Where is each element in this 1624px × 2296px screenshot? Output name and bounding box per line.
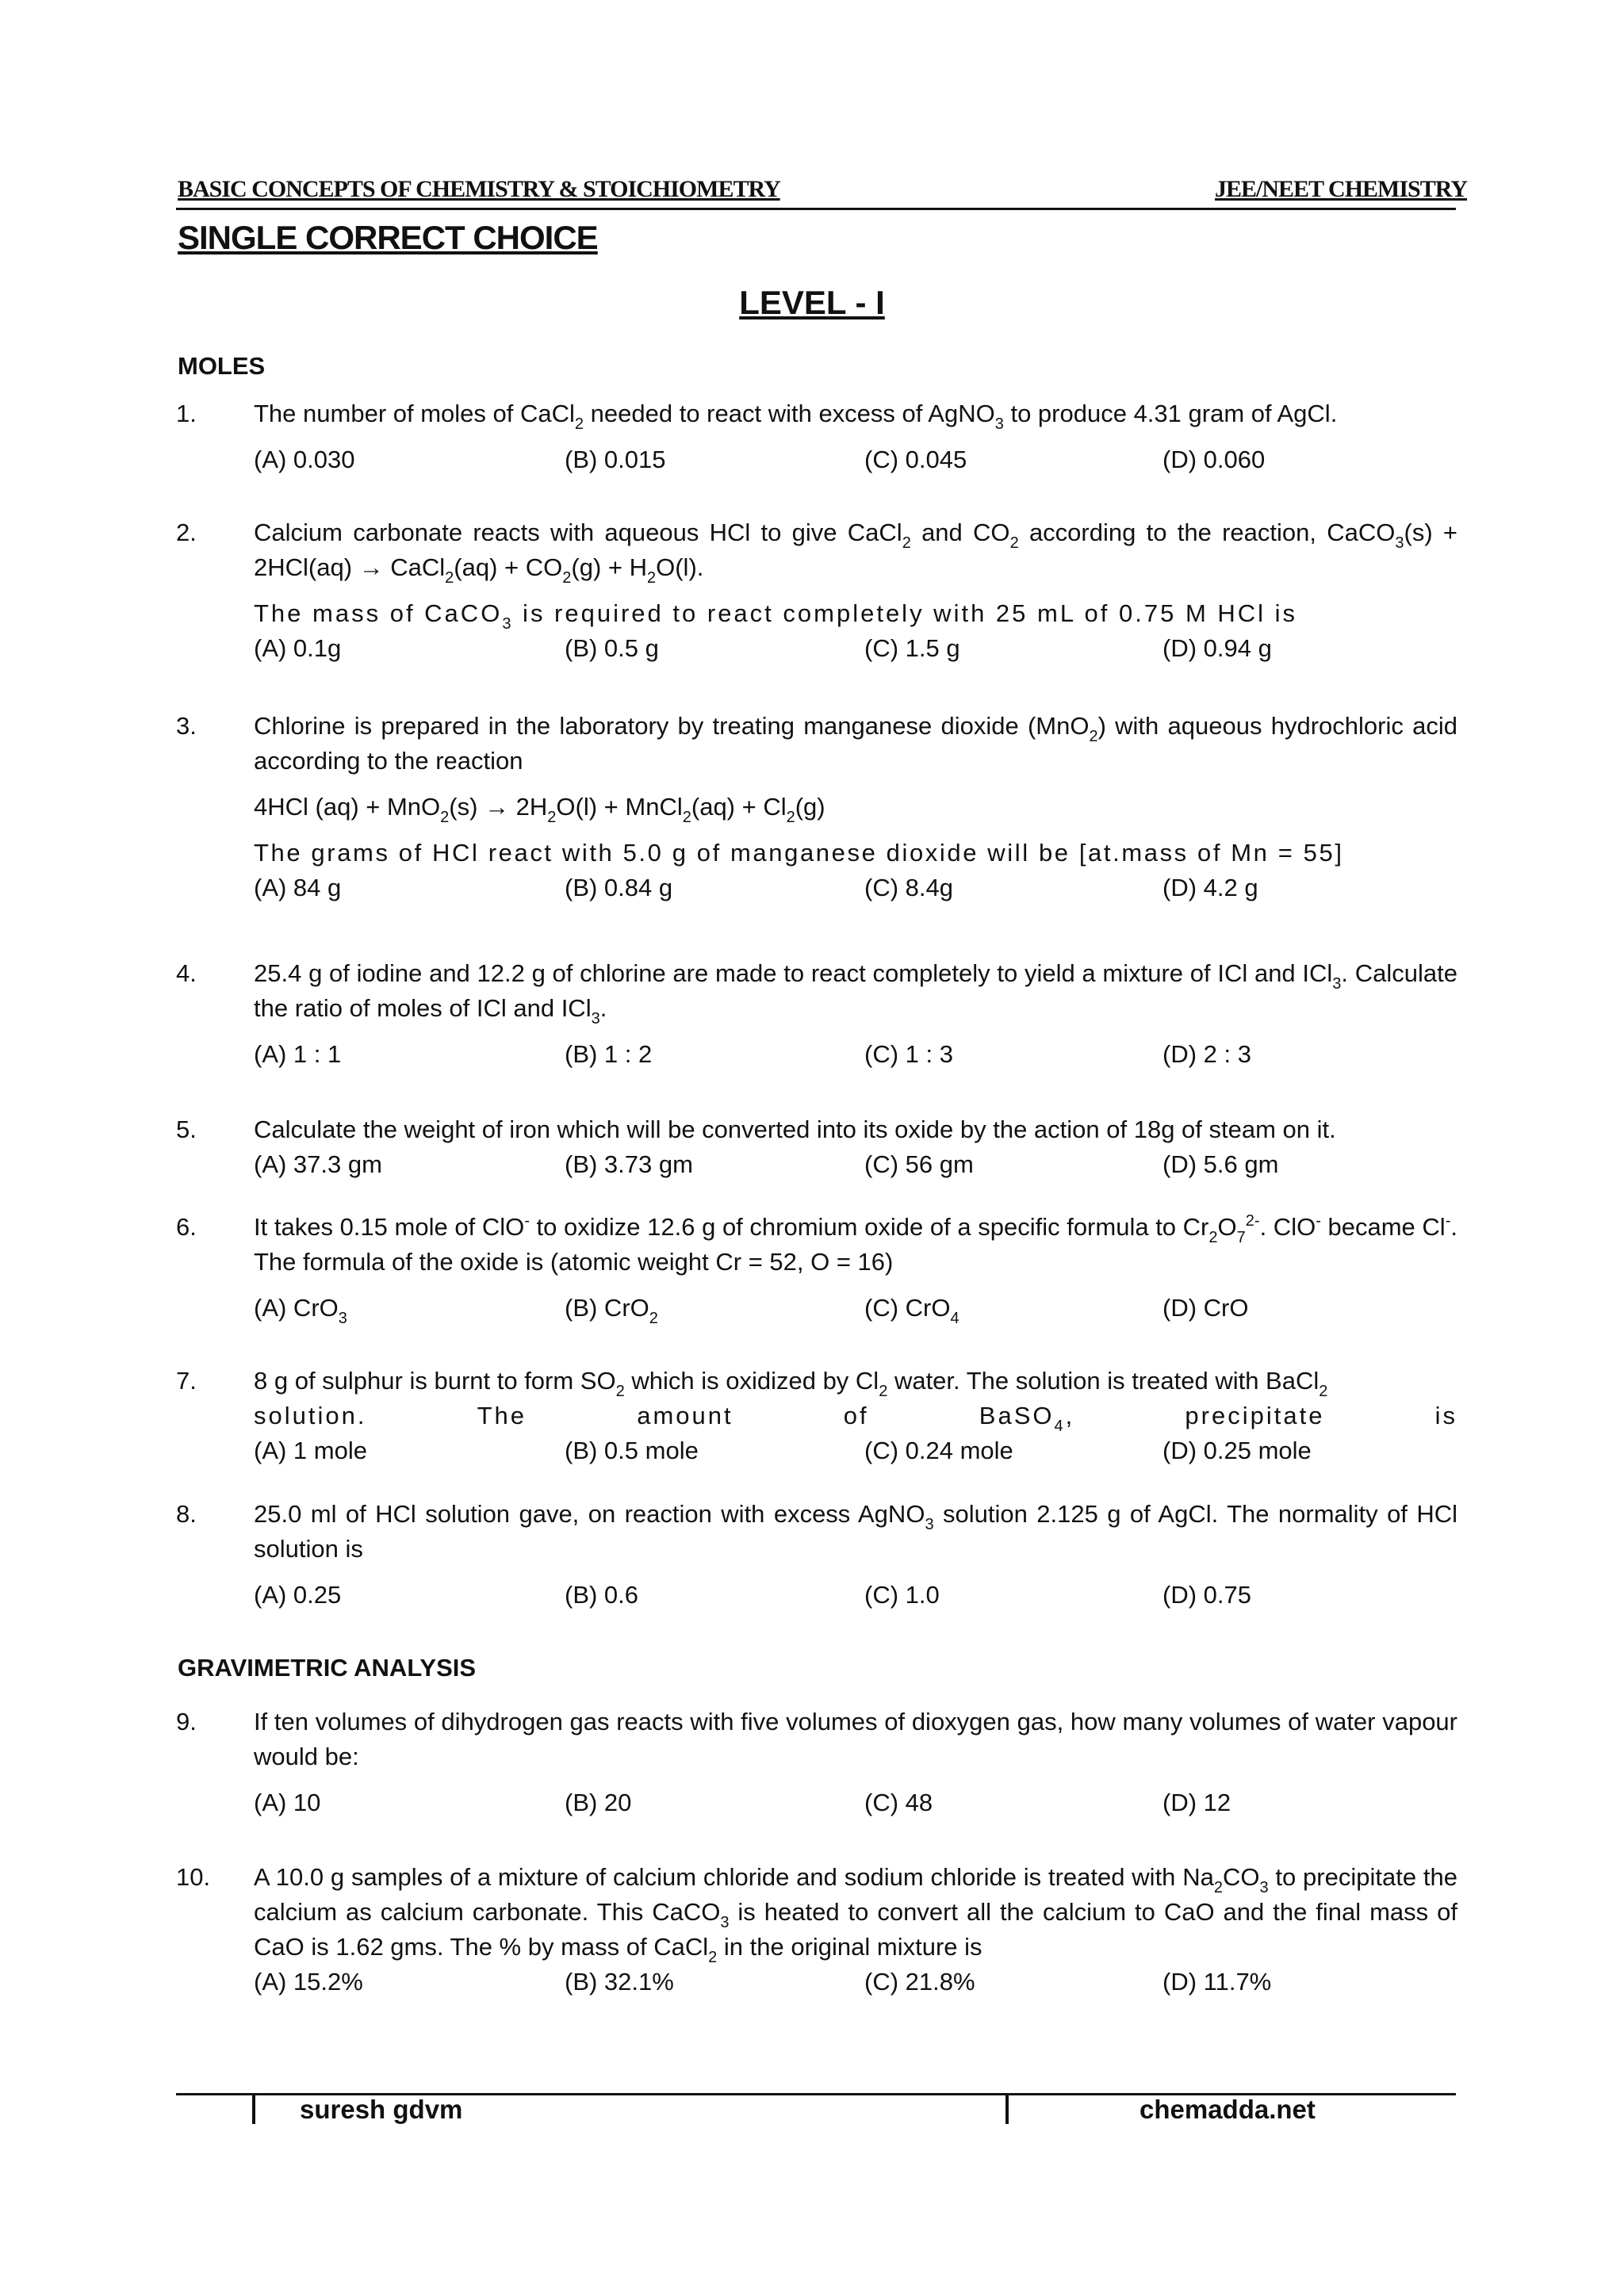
- option-b: (B) 0.5 mole: [565, 1437, 699, 1464]
- option-c: (C) 1.5 g: [864, 634, 960, 662]
- question-number: 8.: [176, 1500, 197, 1528]
- question-text: 8 g of sulphur is burnt to form $SO_2$ which is oxidized by $Cl_2$ water. The solution is treated with BaCl$_2$: [254, 1367, 1328, 1400]
- option-c: (C) 56 gm: [864, 1150, 974, 1178]
- option-c: (C) 1 : 3: [864, 1040, 953, 1068]
- section-title: SINGLE CORRECT CHOICE: [178, 219, 598, 256]
- answer-options: [254, 1433, 1457, 1468]
- question-number: 2.: [176, 519, 197, 546]
- footer-divider: [1005, 2095, 1009, 2124]
- question-number: 4.: [176, 959, 197, 987]
- option-c: (C) 0.045: [864, 446, 967, 473]
- question-text: 25.0 ml of HCl solution gave, on reaction with excess AgNO$_3$ solution 2.125 g of AgCl. The normality of HCl solution is: [254, 1500, 1457, 1563]
- answer-options: [254, 631, 1457, 666]
- question-2: [176, 515, 1457, 666]
- option-b: (B) 20: [565, 1789, 632, 1816]
- option-d: (D) 4.2 g: [1162, 874, 1258, 901]
- option-a: (A) 0.25: [254, 1581, 342, 1609]
- option-a: (A) CrO$_3$: [254, 1294, 347, 1327]
- question-number: 5.: [176, 1115, 197, 1143]
- option-d: (D) 0.060: [1162, 446, 1266, 473]
- option-b: (B) 1 : 2: [565, 1040, 653, 1068]
- option-d: (D) 0.94 g: [1162, 634, 1272, 662]
- option-b: (B) CrO$_2$: [565, 1294, 658, 1327]
- option-c: (C) 1.0: [864, 1581, 940, 1609]
- option-b: (B) 3.73 gm: [565, 1150, 693, 1178]
- subsection-gravimetric-analysis: GRAVIMETRIC ANALYSIS: [178, 1654, 477, 1682]
- option-d: (D) 2 : 3: [1162, 1040, 1251, 1068]
- option-a: (A) 37.3 gm: [254, 1150, 382, 1178]
- answer-options: [254, 1037, 1457, 1072]
- question-text: A 10.0 g samples of a mixture of calcium chloride and sodium chloride is treated with $Na_2CO_3$ to precipitate the calcium as calcium carbonate. This CaCO$_3$ is heated to convert all the calcium to CaO and the final mass of CaO is 1.62 gms. The % by mass of CaCl$_2$ in the original mixture is: [254, 1863, 1457, 1966]
- question-text: Chlorine is prepared in the laboratory by treating manganese dioxide (MnO$_2$) with aqueous hydrochloric acid according to the reaction: [254, 712, 1457, 775]
- question-prompt: The grams of HCl react with 5.0 g of manganese dioxide will be [at.mass of Mn = 55]: [254, 839, 1344, 867]
- question-8: [176, 1497, 1457, 1613]
- question-3: [176, 709, 1457, 905]
- option-c: (C) 21.8%: [864, 1968, 975, 1996]
- question-9: [176, 1705, 1457, 1820]
- answer-options: [254, 1147, 1457, 1182]
- question-number: 10.: [176, 1863, 211, 1891]
- option-c: (C) 8.4g: [864, 874, 953, 901]
- option-b: (B) 0.5 g: [565, 634, 659, 662]
- question-text-continued: solution. The amount of BaSO$_4$, precipitate is: [254, 1402, 1457, 1435]
- question-text: Calcium carbonate reacts with aqueous HCl to give CaCl$_2$ and $CO_2$ according to the reaction, CaCO$_3$(s) + 2HCl(aq) → CaCl$_2$(aq) + $CO_2(g) + H_2O(l)$.: [254, 519, 1458, 587]
- header-subject: JEE/NEET CHEMISTRY: [1215, 176, 1467, 202]
- question-10: [176, 1860, 1457, 1999]
- question-6: [176, 1210, 1457, 1326]
- option-d: (D) 12: [1162, 1789, 1231, 1816]
- answer-options: [254, 1578, 1457, 1613]
- reaction-arrow-icon: →: [485, 793, 510, 821]
- option-d: (D) CrO: [1162, 1294, 1249, 1322]
- option-a: (A) 0.030: [254, 446, 355, 473]
- option-b: (B) 32.1%: [565, 1968, 674, 1996]
- answer-options: [254, 1291, 1457, 1326]
- option-a: (A) 10: [254, 1789, 321, 1816]
- option-b: (B) 0.015: [565, 446, 666, 473]
- option-d: (D) 0.25 mole: [1162, 1437, 1312, 1464]
- option-d: (D) 11.7%: [1162, 1968, 1272, 1996]
- question-text: 25.4 g of iodine and 12.2 g of chlorine are made to react completely to yield a mixture of ICl and ICl$_3$. Calculate the ratio of moles of ICl and ICl$_3$.: [254, 959, 1457, 1027]
- option-c: (C) 48: [864, 1789, 933, 1816]
- option-c: (C) CrO$_4$: [864, 1294, 959, 1327]
- question-prompt: The mass of CaCO$_3$ is required to react completely with 25 mL of 0.75 M HCl is: [254, 599, 1298, 633]
- header-rule: [176, 208, 1456, 210]
- question-number: 3.: [176, 712, 197, 740]
- reaction-arrow-icon: →: [358, 553, 384, 581]
- question-number: 6.: [176, 1213, 197, 1241]
- answer-options: [254, 442, 1457, 477]
- option-d: (D) 0.75: [1162, 1581, 1251, 1609]
- question-number: 9.: [176, 1708, 197, 1735]
- question-text: Calculate the weight of iron which will be converted into its oxide by the action of 18g of steam on it.: [254, 1115, 1336, 1143]
- option-a: (A) 0.1g: [254, 634, 342, 662]
- question-4: [176, 956, 1457, 1072]
- subsection-moles: MOLES: [178, 352, 266, 380]
- option-d: (D) 5.6 gm: [1162, 1150, 1279, 1178]
- question-7: [176, 1364, 1457, 1468]
- footer-author: suresh gdvm: [300, 2095, 463, 2124]
- footer-divider: [252, 2095, 255, 2124]
- question-1: [176, 396, 1457, 477]
- option-a: (A) 84 g: [254, 874, 342, 901]
- answer-options: [254, 1785, 1457, 1820]
- option-a: (A) 15.2%: [254, 1968, 363, 1996]
- option-b: (B) 0.84 g: [565, 874, 673, 901]
- question-text: The number of moles of CaCl$_2$ needed to react with excess of AgNO$_3$ to produce 4.31 gram of AgCl.: [254, 400, 1338, 433]
- question-number: 7.: [176, 1367, 197, 1395]
- option-a: (A) 1 : 1: [254, 1040, 342, 1068]
- level-title: LEVEL - I: [739, 284, 885, 321]
- question-5: [176, 1112, 1457, 1182]
- question-text: It takes 0.15 mole of ClO- to oxidize 12.6 g of chromium oxide of a specific formula to $Cr_2O_7^{2-}$. ClO- became Cl-. The formula of the oxide is (atomic weight Cr = 52, O = 16): [254, 1212, 1457, 1276]
- footer-website: chemadda.net: [1139, 2095, 1316, 2124]
- option-c: (C) 0.24 mole: [864, 1437, 1013, 1464]
- question-number: 1.: [176, 400, 197, 427]
- header-chapter-title: BASIC CONCEPTS OF CHEMISTRY & STOICHIOMETRY: [178, 176, 780, 202]
- reaction-equation: 4HCl $(aq) + MnO_2(s) \to 2H_2O(l)$ + MnCl$_2$(aq) + $Cl_2(g)$: [254, 793, 825, 826]
- option-b: (B) 0.6: [565, 1581, 639, 1609]
- answer-options: [254, 871, 1457, 905]
- question-text: If ten volumes of dihydrogen gas reacts with five volumes of dioxygen gas, how many volumes of water vapour would be:: [254, 1708, 1457, 1770]
- answer-options: [254, 1965, 1457, 1999]
- option-a: (A) 1 mole: [254, 1437, 367, 1464]
